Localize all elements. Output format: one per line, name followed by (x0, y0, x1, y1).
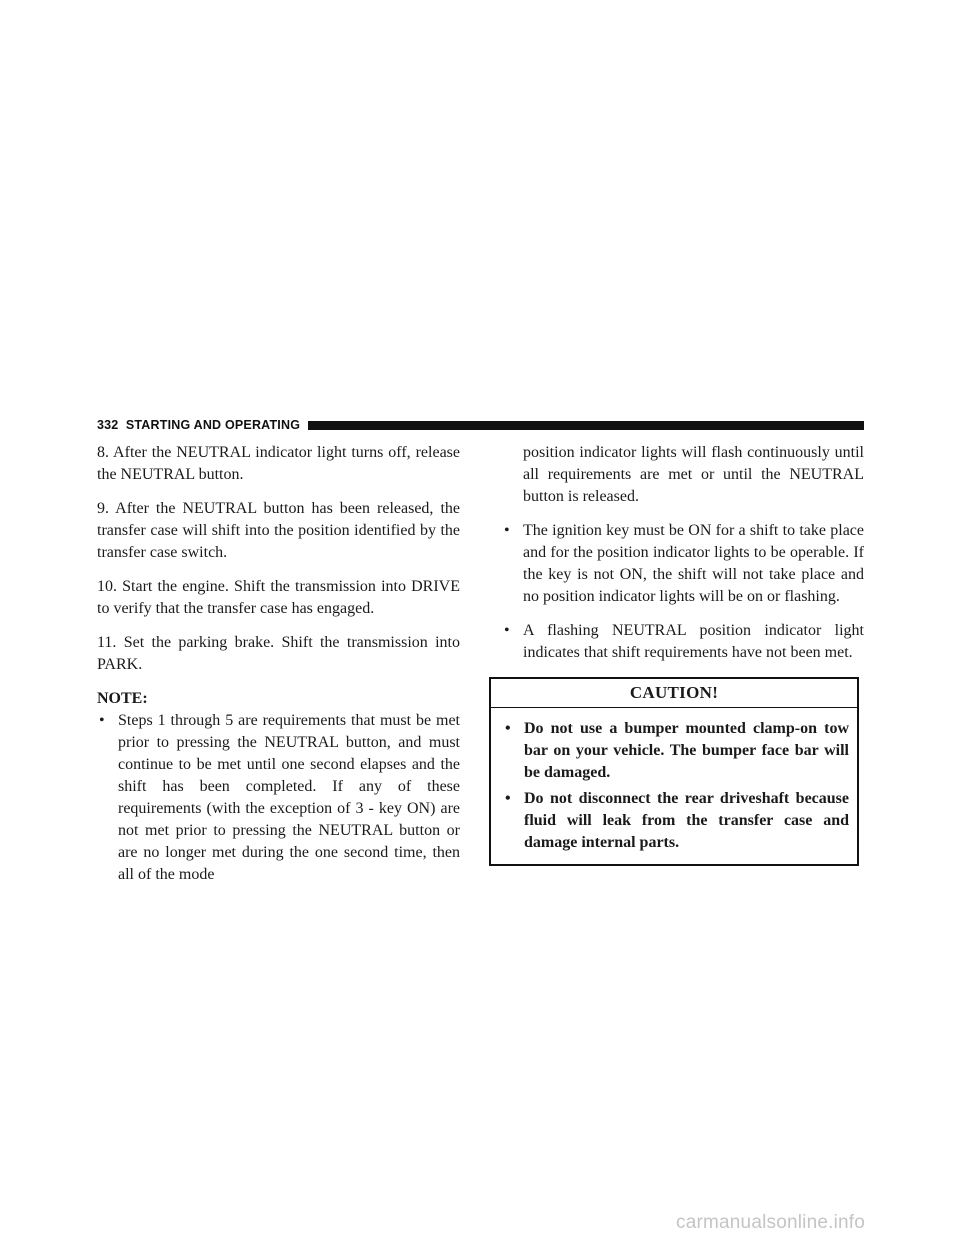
note-bullet-continuation: position indicator lights will flash continuously until all requirements are met or until the NEUTRAL button is released. (523, 444, 864, 505)
note-bullet (502, 520, 864, 608)
bullet-icon: • (505, 720, 511, 737)
caution-box (489, 677, 859, 866)
caution-item-text: Do not use a bumper mounted clamp-on tow bar on your vehicle. The bumper face bar will be damaged. (524, 720, 849, 781)
page-header (97, 418, 864, 432)
header-rule (308, 421, 864, 430)
note-bullet-text: Steps 1 through 5 are requirements that must be met prior to pressing the NEUTRAL button, and must continue to be met until one second elapses and the shift has been completed. If any of these requirements (with the exception of 3 - key ON) are not met prior to pressing the NEUTRAL button or are no longer met during the one second time, then all of the mode (118, 712, 460, 883)
step-9: 9. After the NEUTRAL button has been released, the transfer case will shift into the position identified by the transfer case switch. (97, 500, 460, 561)
step-10: 10. Start the engine. Shift the transmission into DRIVE to verify that the transfer case has engaged. (97, 578, 460, 617)
note-label: NOTE: (97, 690, 148, 707)
page-number: 332 (97, 418, 119, 432)
section-title: STARTING AND OPERATING (125, 418, 301, 432)
bullet-icon: • (99, 712, 105, 729)
step-8: 8. After the NEUTRAL indicator light turns off, release the NEUTRAL button. (97, 444, 460, 483)
bullet-icon: • (505, 790, 511, 807)
watermark: carmanualsonline.info (676, 1212, 866, 1233)
note-bullet-text: The ignition key must be ON for a shift to take place and for the position indicator lights to be operable. If the key is not ON, the shift will not take place and no position indicator lights will be on or flashing. (523, 522, 864, 605)
right-column (502, 442, 864, 866)
caution-item (503, 788, 849, 854)
caution-item (503, 718, 849, 784)
caution-title: CAUTION! (491, 679, 857, 708)
caution-item-text: Do not disconnect the rear driveshaft because fluid will leak from the transfer case and damage internal parts. (524, 790, 849, 851)
caution-body (491, 708, 857, 864)
bullet-icon: • (504, 622, 510, 639)
bullet-icon: • (504, 522, 510, 539)
note-bullet-text: A flashing NEUTRAL position indicator light indicates that shift requirements have not been met. (523, 622, 864, 661)
step-11: 11. Set the parking brake. Shift the transmission into PARK. (97, 634, 460, 673)
left-column (97, 442, 460, 898)
note-bullet (502, 620, 864, 664)
header-text (97, 418, 300, 432)
note-bullet (97, 710, 460, 886)
